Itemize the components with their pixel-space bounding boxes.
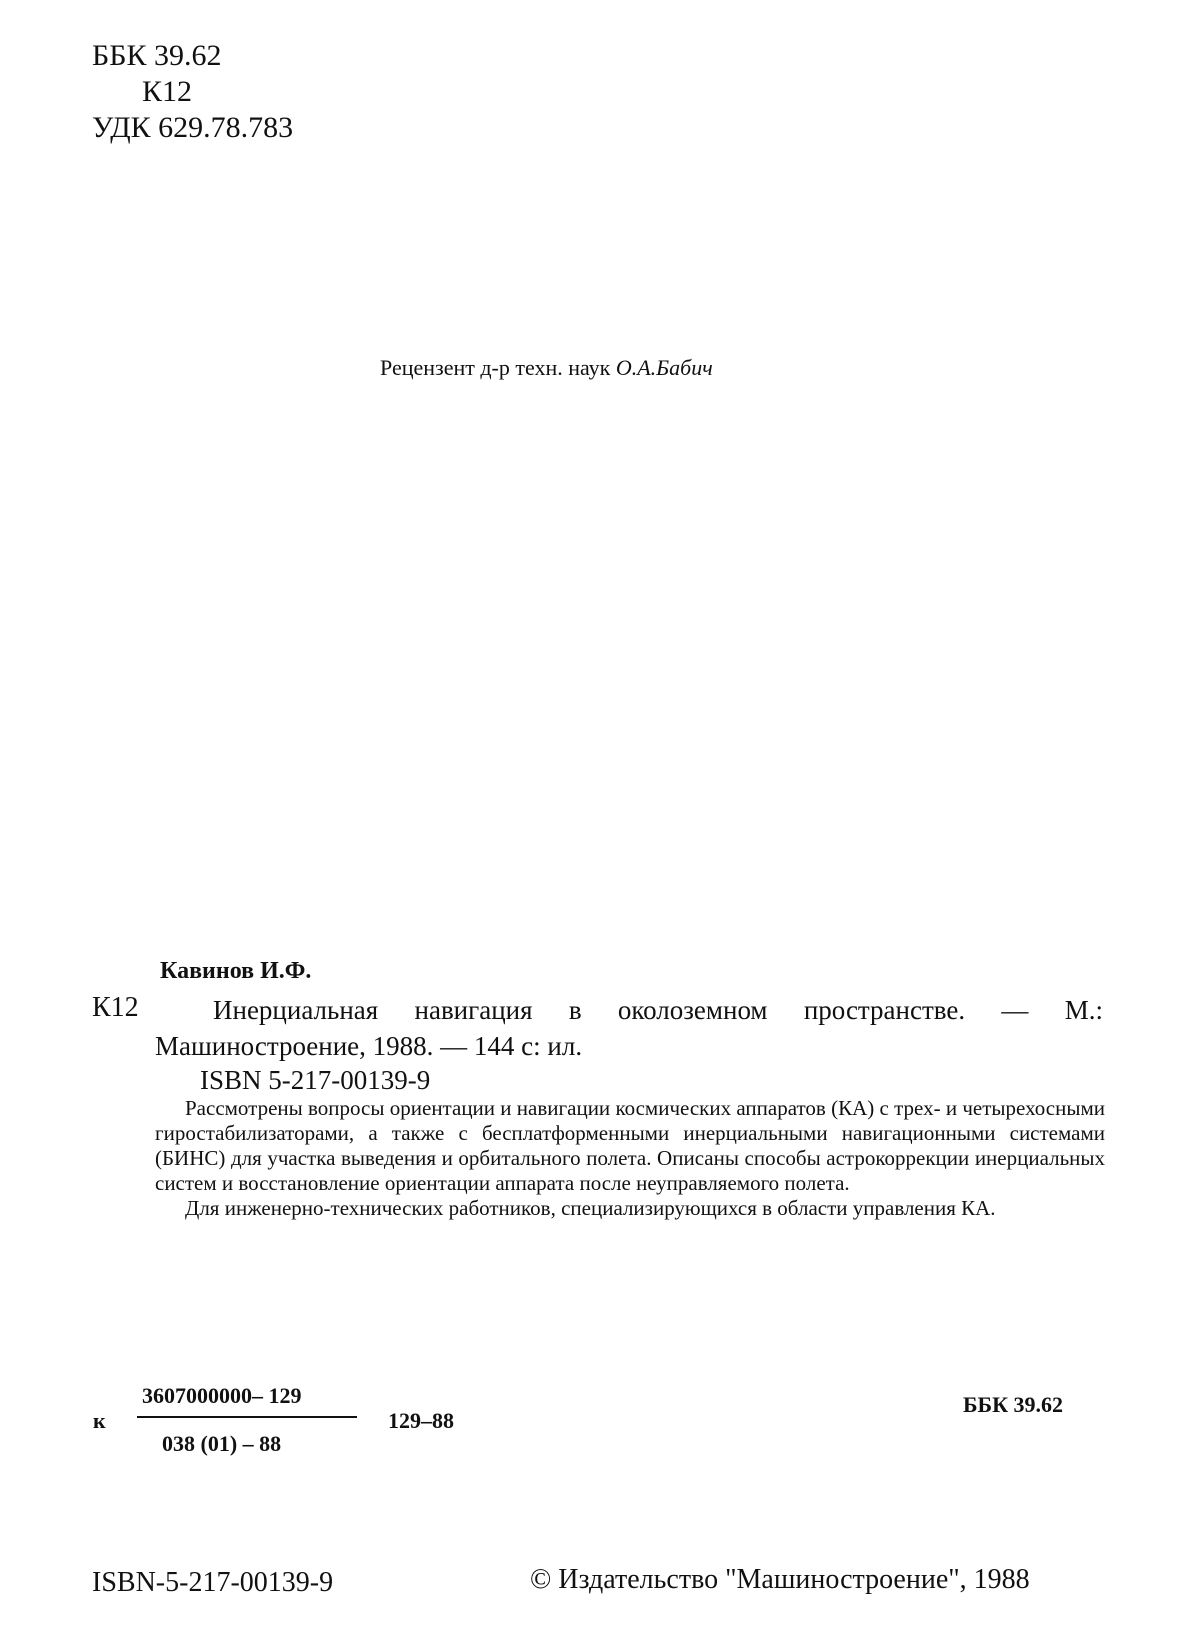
fraction-line	[137, 1416, 357, 1418]
isbn: ISBN 5-217-00139-9	[200, 1065, 431, 1095]
copyright: © Издательство "Машиностроение", 1988	[530, 1564, 1030, 1595]
reviewer-label: Рецензент д-р техн. наук	[380, 355, 611, 380]
publisher-code-numerator: 3607000000– 129	[142, 1383, 302, 1408]
bbk-code-bottom: ББК 39.62	[963, 1392, 1064, 1417]
author-name: Кавинов И.Ф.	[160, 958, 312, 984]
udk-code: УДК 629.78.783	[92, 111, 294, 144]
abstract-paragraph-1: Рассмотрены вопросы ориентации и навигации космических аппаратов (КА) с трех- и четырехосными гиростабилизаторами, а также с бесплатформенными инерциальными навигационными системами (БИНС) для участка выведения и орбитального полета. Описаны способы астрокоррекции инерциальных систем и восстановление ориентации аппарата после неуправляемого полета.	[155, 1096, 1105, 1195]
title-line-2: Машиностроение, 1988. — 144 с: ил.	[155, 1031, 583, 1061]
author-mark: К12	[142, 75, 193, 108]
publisher-code-denominator: 038 (01) – 88	[162, 1431, 282, 1456]
publisher-code-suffix: 129–88	[388, 1408, 454, 1433]
abstract	[155, 1096, 1105, 1221]
title-line-1: Инерциальная навигация в околоземном пространстве. — М.:	[213, 995, 1103, 1025]
reviewer-line	[380, 355, 713, 381]
author-mark-bib: К12	[92, 992, 139, 1023]
publisher-code-letter: к	[93, 1408, 106, 1433]
bbk-code: ББК 39.62	[92, 39, 222, 72]
book-title	[155, 992, 1103, 1064]
footer-isbn: ISBN-5-217-00139-9	[92, 1567, 334, 1598]
reviewer-name: О.А.Бабич	[615, 355, 713, 380]
abstract-paragraph-2: Для инженерно-технических работников, специализирующихся в области управления КА.	[185, 1196, 996, 1220]
